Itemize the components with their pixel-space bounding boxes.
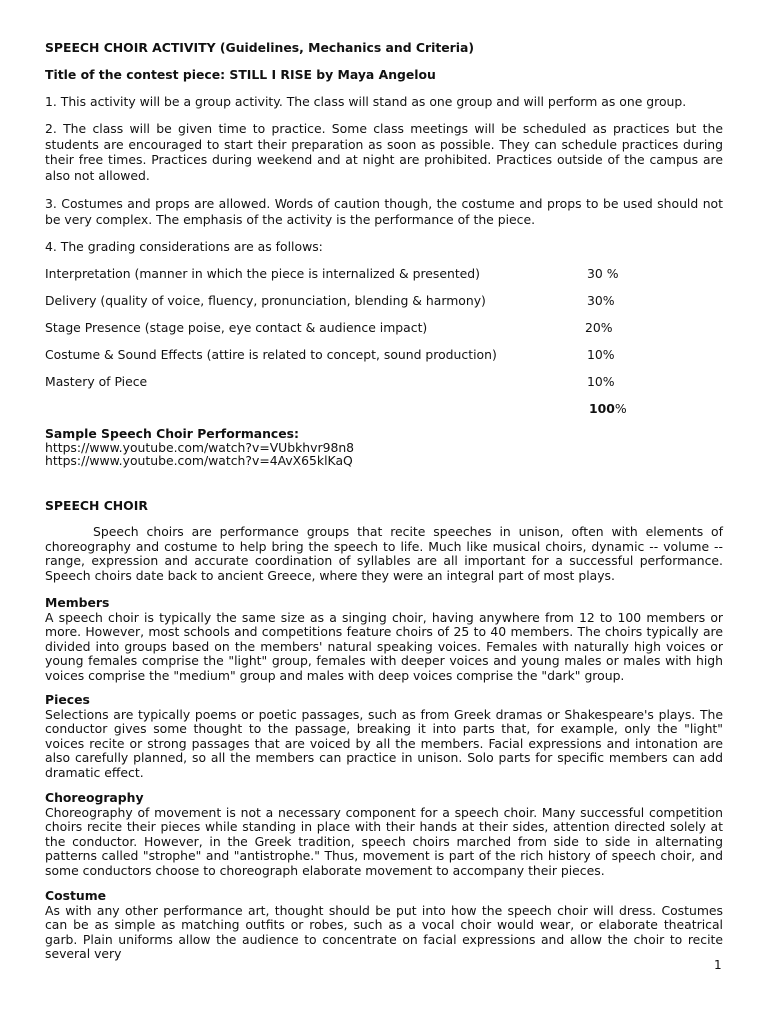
- sample-link-1[interactable]: https://www.youtube.com/watch?v=VUbkhvr98n8: [45, 439, 355, 455]
- guideline-3: 3. Costumes and props are allowed. Words of caution though, the costume and props to be used should not be very complex. The emphasis of the activity is the performance of the piece.: [45, 196, 723, 227]
- criteria-weight: 30 %: [587, 266, 619, 281]
- page-number: 1: [714, 958, 722, 972]
- criteria-weight: 30%: [587, 293, 615, 308]
- section-title: Choreography: [45, 790, 144, 805]
- section-choreography: [45, 791, 723, 878]
- section-body: As with any other performance art, thought should be put into how the speech choir will dress. Costumes can be as simple as matching outfits or robes, such as a vocal choir would wear, or elaborate theatrical garb. Plain uniforms allow the audience to concentrate on facial expressions and allow the choir to recite several very: [45, 902, 723, 961]
- criteria-name: Stage Presence (stage poise, eye contact & audience impact): [45, 320, 428, 335]
- speech-choir-heading: SPEECH CHOIR: [45, 498, 148, 513]
- sample-performances: [45, 427, 723, 468]
- section-title: Members: [45, 595, 110, 610]
- criteria-name: Mastery of Piece: [45, 374, 148, 389]
- section-body: A speech choir is typically the same size as a singing choir, having anywhere from 12 to 100 members or more. However, most schools and competitions feature choirs of 25 to 40 members. The choirs typically are divided into groups based on the members' natural speaking voices. Females with naturally high voices or young females comprise the "light" group, females with deeper voices and young males or males with high voices comprise the "medium" group and males with deep voices comprise the "dark" group.: [45, 609, 723, 683]
- section-body: Choreography of movement is not a necessary component for a speech choir. Many successful competition choirs recite their pieces while standing in place with their hands at their sides, attention directed solely at the conductor. However, in the Greek tradition, speech choirs marched from side to side in alternating patterns called "strophe" and "antistrophe." Thus, movement is part of the rich history of speech choir, and some conductors choose to choreograph elaborate movement to accompany their pieces.: [45, 804, 723, 878]
- guideline-2: 2. The class will be given time to practice. Some class meetings will be scheduled as practices but the students are encouraged to start their preparation as soon as possible. They can schedule practices during their free times. Practices during weekend and at night are prohibited. Practices outside of the campus are also not allowed.: [45, 121, 723, 183]
- section-title: Pieces: [45, 692, 90, 707]
- criteria-name: Costume & Sound Effects (attire is related to concept, sound production): [45, 347, 497, 362]
- sample-performances-title: Sample Speech Choir Performances:: [45, 426, 299, 441]
- criteria-total: [589, 401, 627, 417]
- section-title: Costume: [45, 888, 107, 903]
- section-body: Selections are typically poems or poetic passages, such as from Greek dramas or Shakespeare's plays. The conductor gives some thought to the passage, breaking it into parts that, for example, only the "light" voices recite or strong passages that are voiced by all the members. Facial expressions and intonation are also carefully planned, so all the members can practice in unison. Solo parts for specific members can add dramatic effect.: [45, 706, 723, 780]
- guideline-1: 1. This activity will be a group activity. The class will stand as one group and will perform as one group.: [45, 94, 687, 109]
- speech-choir-intro: Speech choirs are performance groups that recite speeches in unison, often with elements of choreography and costume to help bring the speech to life. Much like musical choirs, dynamic -- volume -- range, expression and accurate coordination of syllables are all important for a successful performance. Speech choirs date back to ancient Greece, where they were an integral part of most plays.: [45, 524, 723, 583]
- criteria-name: Delivery (quality of voice, fluency, pronunciation, blending & harmony): [45, 293, 486, 308]
- document-heading: SPEECH CHOIR ACTIVITY (Guidelines, Mechanics and Criteria): [45, 40, 475, 55]
- criteria-total-suffix: %: [614, 401, 627, 416]
- section-members: [45, 596, 723, 683]
- section-pieces: [45, 693, 723, 780]
- criteria-weight: 10%: [587, 347, 615, 362]
- section-costume: [45, 889, 723, 962]
- criteria-name: Interpretation (manner in which the piece is internalized & presented): [45, 266, 480, 281]
- criteria-total-number: 100: [589, 401, 615, 416]
- criteria-weight: 10%: [587, 374, 615, 389]
- guideline-4: 4. The grading considerations are as follows:: [45, 239, 323, 254]
- criteria-weight: 20%: [585, 320, 613, 335]
- contest-piece-title: Title of the contest piece: STILL I RISE by Maya Angelou: [45, 67, 436, 82]
- sample-link-2[interactable]: https://www.youtube.com/watch?v=4AvX65klKaQ: [45, 453, 353, 468]
